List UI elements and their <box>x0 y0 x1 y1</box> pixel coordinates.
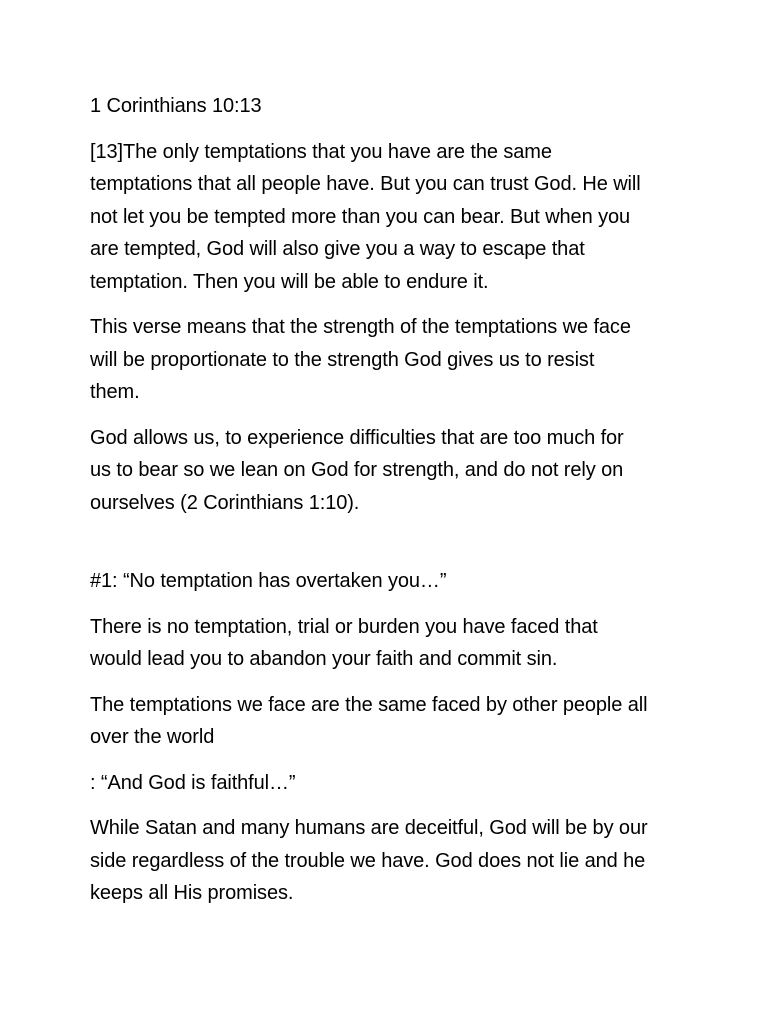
verse-line: temptations that all people have. But you can trust God. He will <box>90 173 641 195</box>
point-1-heading <box>90 565 690 598</box>
point-extra-line: over the world <box>90 726 215 748</box>
point-2-heading <box>90 767 690 800</box>
verse-text-paragraph <box>90 136 690 299</box>
verse-meaning-paragraph <box>90 311 690 409</box>
point-body-line: would lead you to abandon your faith and commit sin. <box>90 648 558 670</box>
point-heading-line: : “And God is faithful…” <box>90 771 296 794</box>
point-extra-line: The temptations we face are the same faced by other people all <box>90 693 648 716</box>
point-1-extra-paragraph <box>90 689 690 754</box>
document-page <box>90 90 690 910</box>
point-2-body-paragraph <box>90 812 690 910</box>
verse-line: temptation. Then you will be able to endure it. <box>90 270 489 293</box>
allows-line: us to bear so we lean on God for strength, and do not rely on <box>90 459 624 481</box>
section-spacer <box>90 519 690 565</box>
paragraph-spacer <box>90 409 690 422</box>
paragraph-spacer <box>90 298 690 311</box>
allows-line: God allows us, to experience difficulties that are too much for <box>90 426 624 449</box>
verse-line: not let you be tempted more than you can bear. But when you <box>90 205 631 228</box>
meaning-line: them. <box>90 381 140 403</box>
meaning-line: will be proportionate to the strength God gives us to resist <box>90 348 595 371</box>
paragraph-spacer <box>90 123 690 136</box>
paragraph-spacer <box>90 799 690 812</box>
point-body-line: keeps all His promises. <box>90 882 294 904</box>
verse-reference-heading <box>90 90 690 123</box>
point-body-line: There is no temptation, trial or burden you have faced that <box>90 615 598 638</box>
verse-line: are tempted, God will also give you a way to escape that <box>90 238 585 260</box>
god-allows-paragraph <box>90 422 690 520</box>
verse-line: [13]The only temptations that you have are the same <box>90 140 552 163</box>
paragraph-spacer <box>90 598 690 611</box>
heading-line: 1 Corinthians 10:13 <box>90 95 262 117</box>
point-body-line: While Satan and many humans are deceitful, God will be by our <box>90 817 648 839</box>
point-heading-line: #1: “No temptation has overtaken you…” <box>90 570 447 592</box>
paragraph-spacer <box>90 754 690 767</box>
meaning-line: This verse means that the strength of the temptations we face <box>90 316 631 338</box>
allows-line: ourselves (2 Corinthians 1:10). <box>90 491 360 514</box>
point-1-body-paragraph <box>90 611 690 676</box>
paragraph-spacer <box>90 676 690 689</box>
point-body-line: side regardless of the trouble we have. God does not lie and he <box>90 849 646 872</box>
